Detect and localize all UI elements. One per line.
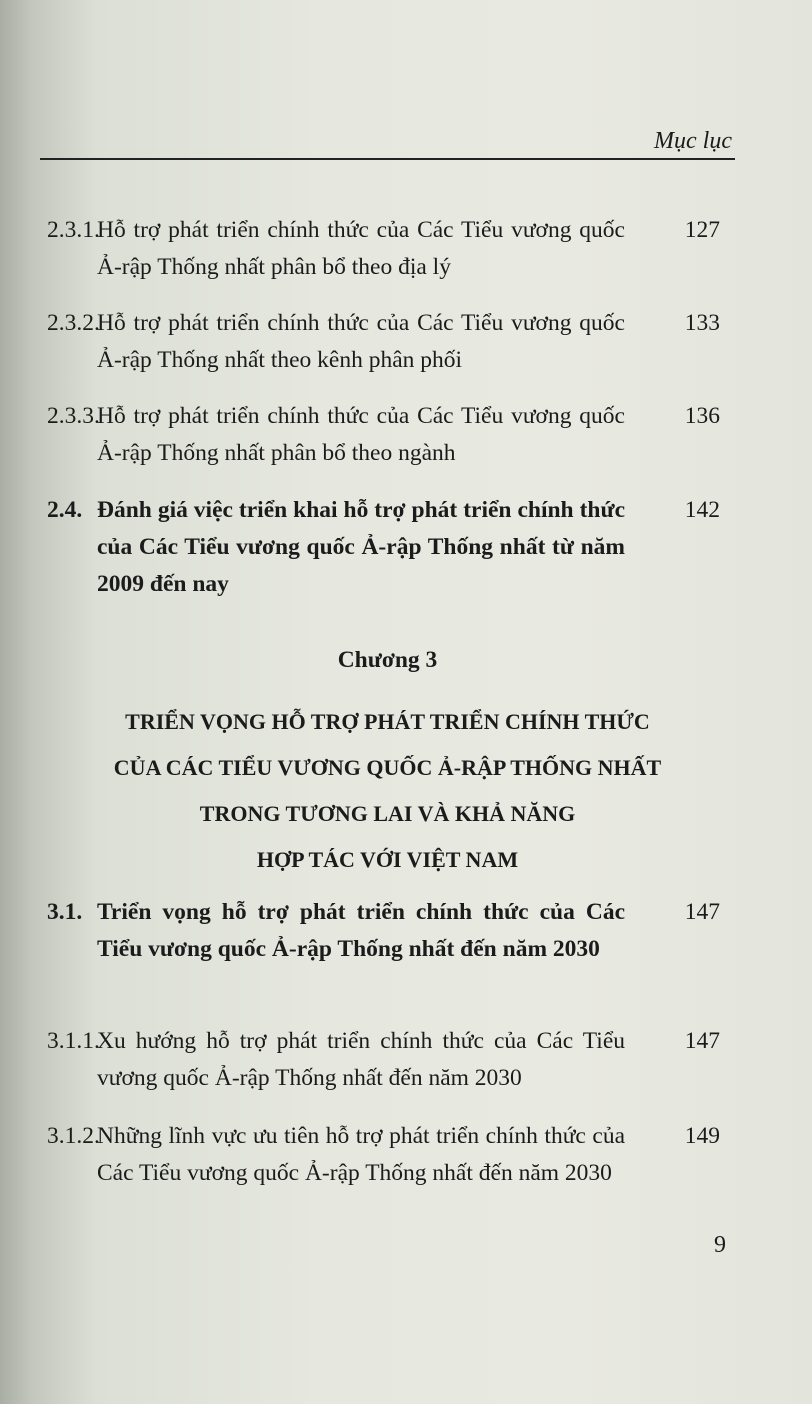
toc-entry-page: 133 xyxy=(684,310,720,336)
chapter-title-line: HỢP TÁC VỚI VIỆT NAM xyxy=(256,847,519,872)
toc-entry-number: 2.3.1. xyxy=(47,217,100,243)
chapter-title xyxy=(40,699,735,883)
toc-entry-page: 127 xyxy=(684,217,720,243)
running-header-title: Mục lục xyxy=(654,128,732,154)
toc-entry-text: Triển vọng hỗ trợ phát triển chính thức của Các Tiểu vương quốc Ả-rập Thống nhất đến năm 2030 xyxy=(97,899,625,962)
toc-entry-page: 149 xyxy=(684,1123,720,1149)
toc-entry-page: 136 xyxy=(684,403,720,429)
chapter-title-line: CỦA CÁC TIỂU VƯƠNG QUỐC Ả-RẬP THỐNG NHẤT xyxy=(113,755,662,780)
toc-entry-text: Xu hướng hỗ trợ phát triển chính thức của Các Tiểu vương quốc Ả-rập Thống nhất đến năm 2030 xyxy=(97,1028,625,1091)
toc-entry-text: Hỗ trợ phát triển chính thức của Các Tiểu vương quốc Ả-rập Thống nhất phân bổ theo ngành xyxy=(97,403,625,466)
toc-entry-number: 2.3.3. xyxy=(47,403,100,429)
toc-entry-text: Những lĩnh vực ưu tiên hỗ trợ phát triển chính thức của Các Tiểu vương quốc Ả-rập Thống nhất đến năm 2030 xyxy=(97,1123,625,1186)
header-rule xyxy=(40,158,735,160)
chapter-title-line: TRIỂN VỌNG HỖ TRỢ PHÁT TRIỂN CHÍNH THỨC xyxy=(125,709,650,734)
toc-entry-page: 147 xyxy=(684,899,720,925)
page-number: 9 xyxy=(714,1232,726,1258)
toc-entry-page: 147 xyxy=(684,1028,720,1054)
toc-entry-text: Hỗ trợ phát triển chính thức của Các Tiểu vương quốc Ả-rập Thống nhất phân bổ theo địa lý xyxy=(97,217,625,280)
toc-entry-number: 3.1. xyxy=(47,899,83,925)
chapter-label: Chương 3 xyxy=(337,647,438,673)
toc-entry-number: 3.1.1. xyxy=(47,1028,100,1054)
toc-entry-text: Đánh giá việc triển khai hỗ trợ phát triển chính thức của Các Tiểu vương quốc Ả-rập Thống nhất từ năm 2009 đến nay xyxy=(97,497,625,597)
toc-entry-number: 2.4. xyxy=(47,497,83,523)
toc-entry-number: 2.3.2. xyxy=(47,310,100,336)
chapter-title-line: TRONG TƯƠNG LAI VÀ KHẢ NĂNG xyxy=(199,801,576,826)
toc-entry-text: Hỗ trợ phát triển chính thức của Các Tiểu vương quốc Ả-rập Thống nhất theo kênh phân phối xyxy=(97,310,625,373)
toc-entry-number: 3.1.2. xyxy=(47,1123,100,1149)
toc-entry-page: 142 xyxy=(684,497,720,523)
